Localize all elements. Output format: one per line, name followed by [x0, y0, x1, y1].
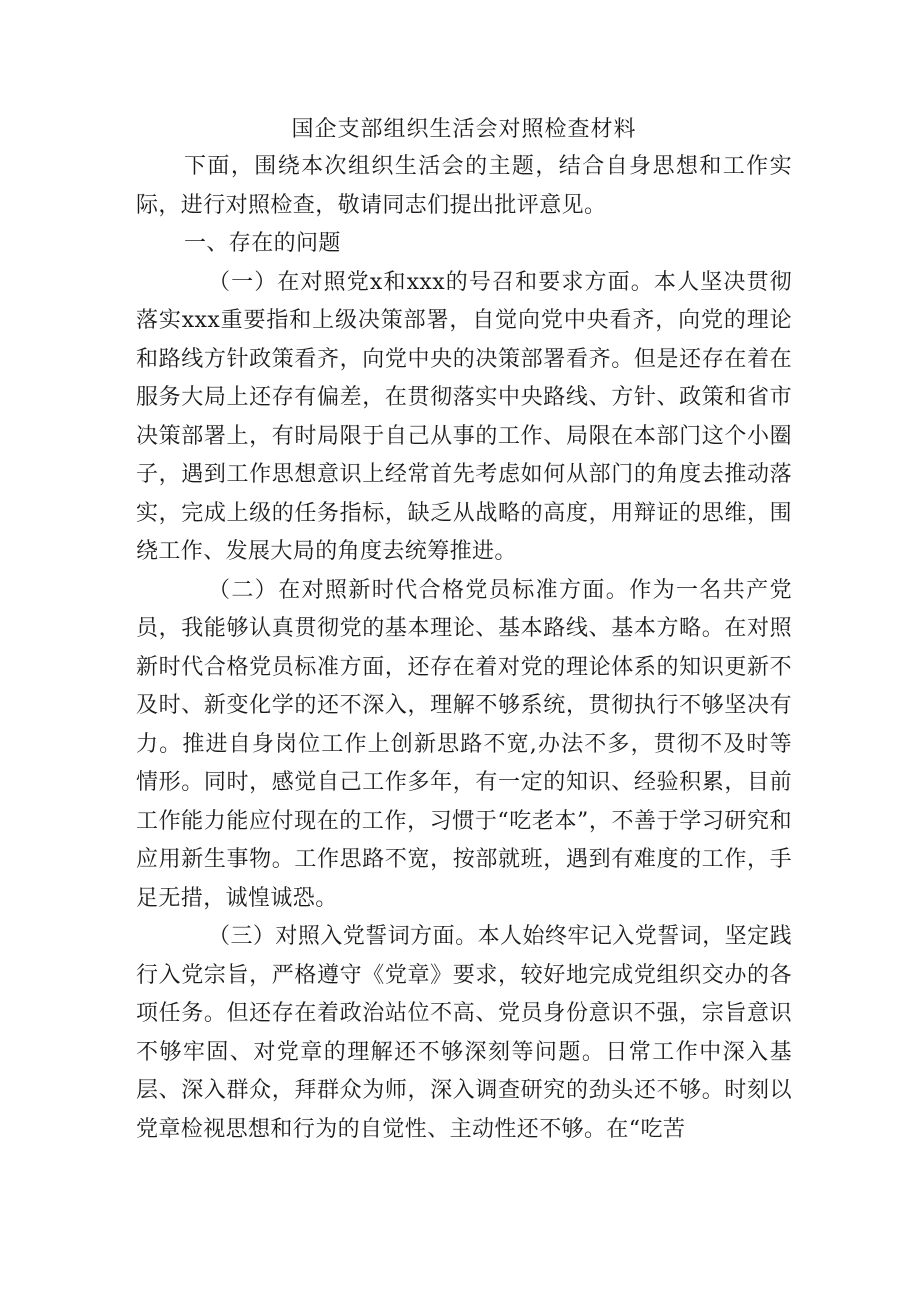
- problem-item-3: （三）对照入党誓词方面。本人始终牢记入党誓词，坚定践行入党宗旨，严格遵守《党章》要求，较好地完成党组织交办的各项任务。但还存在着政治站位不高、党员身份意识不强，宗旨意识不够牢固、对党章的理解还不够深刻等问题。日常工作中深入基层、深入群众，拜群众为师，深入调查研究的劲头还不够。时刻以党章检视思想和行为的自觉性、主动性还不够。在“吃苦: [136, 924, 792, 1142]
- intro-paragraph: 下面，围绕本次组织生活会的主题，结合自身思想和工作实际，进行对照检查，敬请同志们提出批评意见。: [136, 154, 792, 218]
- document-body: [136, 112, 792, 1149]
- problem-item-2: （二）在对照新时代合格党员标准方面。作为一名共产党员，我能够认真贯彻党的基本理论、基本路线、基本方略。在对照新时代合格党员标准方面，还存在着对党的理论体系的知识更新不及时、新变化学的还不深入，理解不够系统，贯彻执行不够坚决有力。推进自身岗位工作上创新思路不宽,办法不多，贯彻不及时等情形。同时，感觉自己工作多年，有一定的知识、经验积累，目前工作能力能应付现在的工作，习惯于“吃老本”，不善于学习研究和应用新生事物。工作思路不宽，按部就班，遇到有难度的工作，手足无措，诚惶诚恐。: [136, 577, 792, 911]
- section-heading: 一、存在的问题: [184, 231, 341, 256]
- problem-item-1: （一）在对照党x和xxx的号召和要求方面。本人坚决贯彻落实xxx重要指和上级决策部署，自觉向党中央看齐，向党的理论和路线方针政策看齐，向党中央的决策部署看齐。但是还存在着在服务大局上还存有偏差，在贯彻落实中央路线、方针、政策和省市决策部署上，有时局限于自己从事的工作、局限在本部门这个小圈子，遇到工作思想意识上经常首先考虑如何从部门的角度去推动落实，完成上级的任务指标，缺乏从战略的高度，用辩证的思维，围绕工作、发展大局的角度去统筹推进。: [136, 269, 792, 564]
- document-title: 国企支部组织生活会对照检查材料: [291, 117, 637, 142]
